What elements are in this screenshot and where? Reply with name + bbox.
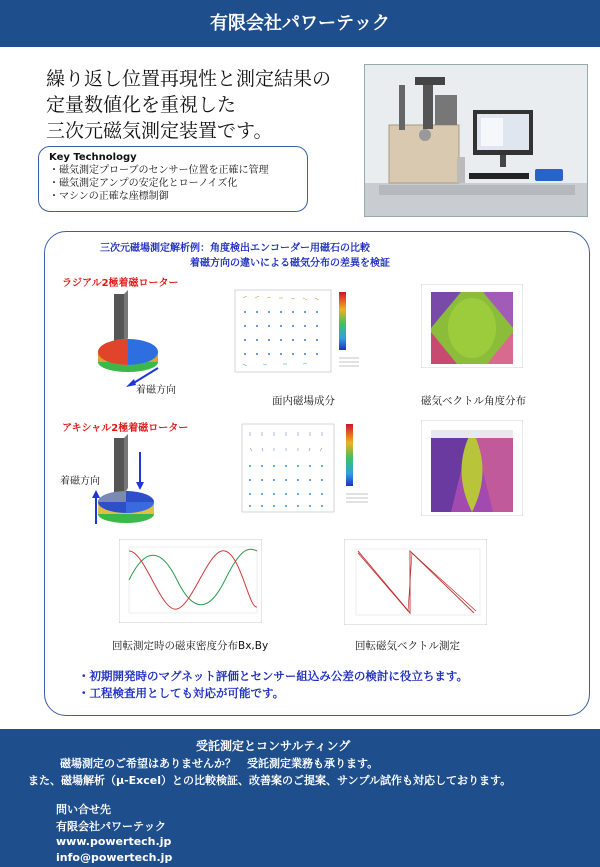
- vector-angle-map: [421, 284, 523, 368]
- analysis-bullet: ・工程検査用としても対応が可能です。: [78, 686, 285, 700]
- key-technology-item: ・マシンの正確な座標制御: [49, 191, 169, 202]
- headline: [46, 66, 376, 144]
- company-title: 有限会社パワーテック: [210, 13, 390, 34]
- headline-line-3: 三次元磁気測定装置です。: [46, 120, 273, 142]
- key-technology-box: [38, 146, 308, 212]
- device-photo: [364, 64, 588, 217]
- flux-density-chart: [119, 539, 262, 623]
- radial-rotor-illustration: [96, 288, 196, 390]
- contact-email-link[interactable]: info@powertech.jp: [56, 851, 173, 864]
- footer-title: 受託測定とコンサルティング: [196, 739, 351, 753]
- magnetization-direction-label: 着磁方向: [136, 385, 176, 396]
- headline-line-1: 繰り返し位置再現性と測定結果の: [46, 68, 332, 90]
- caption-in-plane-field: 面内磁場成分: [272, 395, 335, 407]
- analysis-title-line-1: 三次元磁場測定解析例：角度検出エンコーダー用磁石の比較: [100, 243, 370, 254]
- footer-line: 磁場測定のご希望はありませんか？ 受託測定業務も承ります。: [60, 757, 379, 770]
- header-banner: [0, 0, 600, 47]
- analysis-title-line-2: 着磁方向の違いによる磁気分布の差異を検証: [190, 258, 390, 269]
- caption-rotating-vector: 回転磁気ベクトル測定: [355, 640, 460, 652]
- contact-company: 有限会社パワーテック: [56, 820, 166, 833]
- analysis-bullet: ・初期開発時のマグネット評価とセンサー組込み公差の検討に役立ちます。: [78, 669, 468, 683]
- axial-rotor-illustration: [90, 432, 200, 528]
- caption-flux-density: 回転測定時の磁束密度分布Bx,By: [112, 640, 269, 652]
- rotating-vector-chart: [344, 539, 487, 625]
- radial-rotor-label: ラジアル2極着磁ローター: [62, 278, 179, 289]
- contact-website-link[interactable]: www.powertech.jp: [56, 835, 172, 848]
- in-plane-field-plot: [233, 284, 363, 376]
- contact-label: 問い合せ先: [56, 803, 111, 816]
- vector-angle-map: [421, 420, 523, 516]
- key-technology-item: ・磁気測定アンプの安定化とローノイズ化: [49, 178, 238, 189]
- key-technology-title: Key Technology: [49, 152, 137, 163]
- caption-vector-angle: 磁気ベクトル角度分布: [421, 395, 526, 407]
- in-plane-field-plot: [240, 420, 375, 516]
- footer: [0, 729, 600, 867]
- headline-line-2: 定量数値化を重視した: [46, 94, 237, 116]
- footer-line: また、磁場解析（μ-Excel）との比較検証、改善案のご提案、サンプル試作も対応しております。: [28, 774, 512, 787]
- key-technology-item: ・磁気測定プローブのセンサー位置を正確に管理: [49, 165, 269, 176]
- magnetization-direction-label: 着磁方向: [60, 476, 100, 487]
- axial-rotor-label: アキシャル2極着磁ローター: [62, 423, 189, 434]
